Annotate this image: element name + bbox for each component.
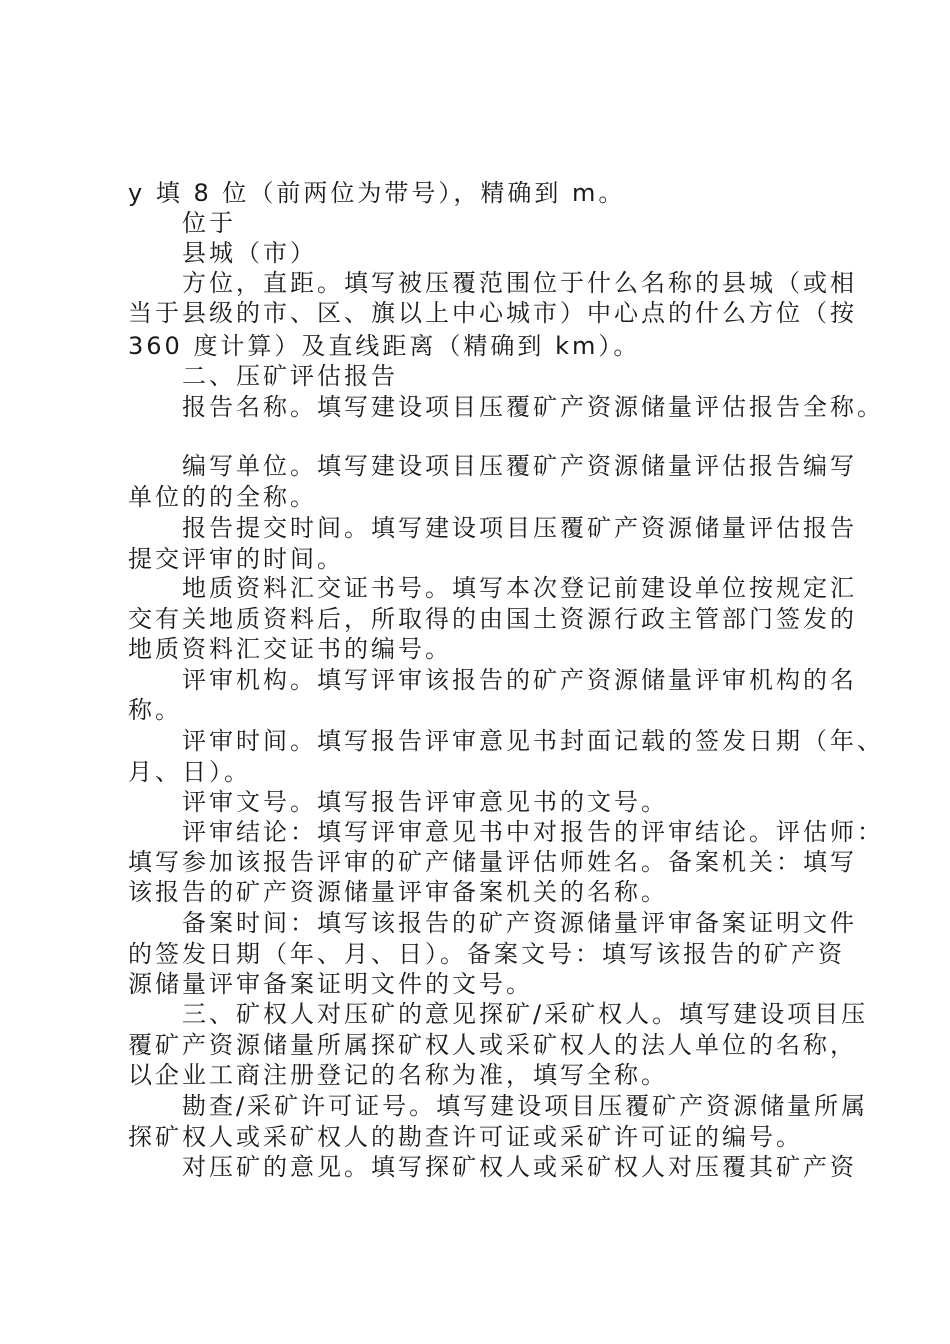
text-line: y 填 8 位（前两位为带号），精确到 m。 <box>128 179 626 207</box>
text-line: 提交评审的时间。 <box>128 545 344 573</box>
text-line: 对压矿的意见。填写探矿权人或采矿权人对压覆其矿产资 <box>182 1153 857 1181</box>
text-line: 地质资料汇交证书的编号。 <box>128 635 452 663</box>
text-line: 评审时间。填写报告评审意见书封面记载的签发日期（年、 <box>182 727 884 755</box>
text-line: 源储量评审备案证明文件的文号。 <box>128 970 533 998</box>
section-heading: 三、矿权人对压矿的意见探矿/采矿权人。填写建设项目压 <box>182 1000 869 1028</box>
text-line: 评审文号。填写报告评审意见书的文号。 <box>182 788 668 816</box>
text-line: 报告名称。填写建设项目压覆矿产资源储量评估报告全称。 <box>182 393 884 421</box>
section-heading: 二、压矿评估报告 <box>182 362 398 390</box>
text-line: 位于 <box>182 209 236 237</box>
text-line: 探矿权人或采矿权人的勘查许可证或采矿许可证的编号。 <box>128 1123 803 1151</box>
text-line: 方位，直距。填写被压覆范围位于什么名称的县城（或相 <box>182 269 857 297</box>
text-line: 备案时间：填写该报告的矿产资源储量评审备案证明文件 <box>182 909 857 937</box>
text-line: 月、日）。 <box>128 758 251 786</box>
text-line: 县城（市） <box>182 239 317 267</box>
text-line: 报告提交时间。填写建设项目压覆矿产资源储量评估报告 <box>182 514 857 542</box>
text-line: 以企业工商注册登记的名称为准，填写全称。 <box>128 1061 668 1089</box>
text-line: 360 度计算）及直线距离（精确到 km）。 <box>128 332 641 360</box>
text-line: 称。 <box>128 696 182 724</box>
text-line: 填写参加该报告评审的矿产储量评估师姓名。备案机关：填写 <box>128 848 857 876</box>
text-line: 编写单位。填写建设项目压覆矿产资源储量评估报告编写 <box>182 452 857 480</box>
text-line: 当于县级的市、区、旗以上中心城市）中心点的什么方位（按 <box>128 299 857 327</box>
text-line: 单位的的全称。 <box>128 483 317 511</box>
text-line: 评审机构。填写评审该报告的矿产资源储量评审机构的名 <box>182 666 857 694</box>
text-line: 的签发日期（年、月、日）。备案文号：填写该报告的矿产资 <box>128 940 845 968</box>
text-line: 该报告的矿产资源储量评审备案机关的名称。 <box>128 878 668 906</box>
text-line: 评审结论：填写评审意见书中对报告的评审结论。评估师： <box>182 818 884 846</box>
text-line: 覆矿产资源储量所属探矿权人或采矿权人的法人单位的名称， <box>128 1031 857 1059</box>
text-line: 交有关地质资料后，所取得的由国土资源行政主管部门签发的 <box>128 605 857 633</box>
text-line: 勘查/采矿许可证号。填写建设项目压覆矿产资源储量所属 <box>182 1092 869 1120</box>
text-line: 地质资料汇交证书号。填写本次登记前建设单位按规定汇 <box>182 574 857 602</box>
